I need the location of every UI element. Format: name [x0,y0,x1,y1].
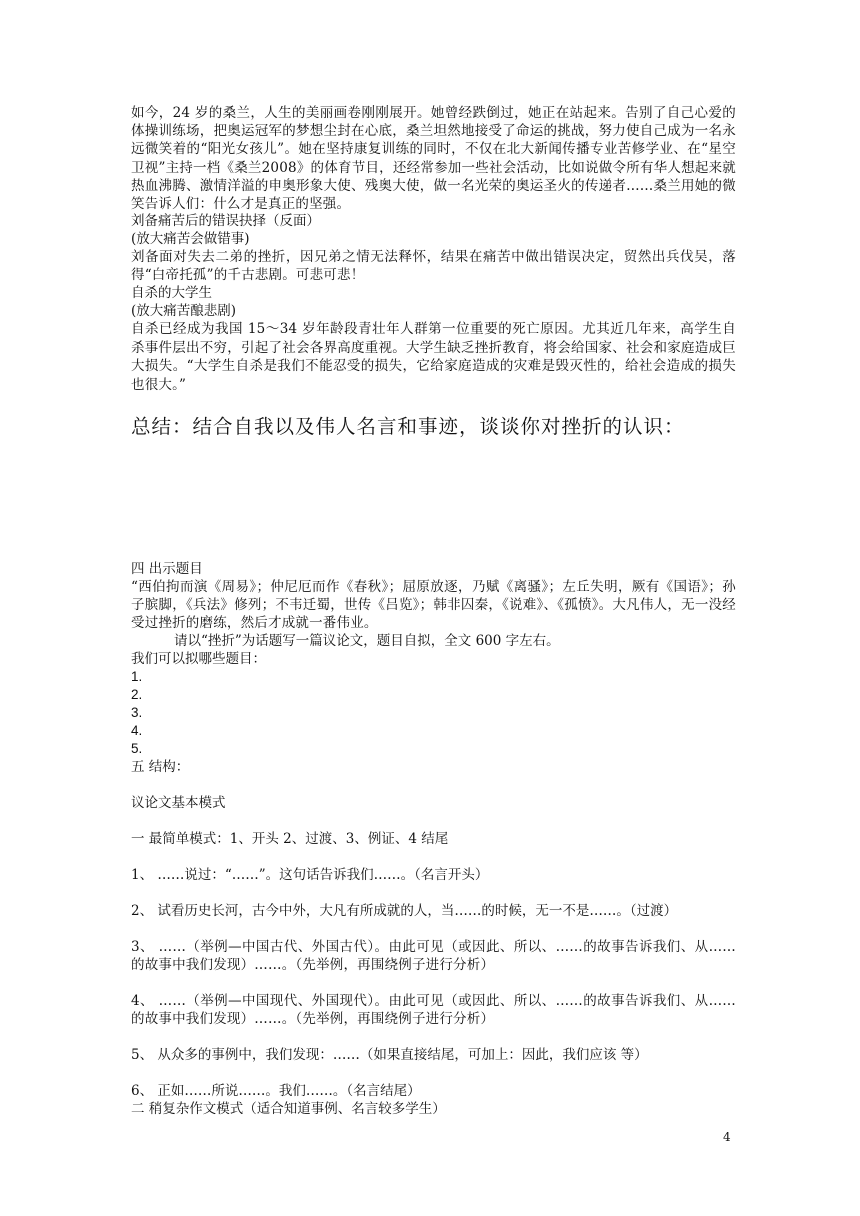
step-one: 1、 ……说过：“……”。这句话告诉我们……。（名言开头） [131,867,489,883]
step-five: 5、 从众多的事例中，我们发现：……（如果直接结尾，可加上：因此，我们应该 等） [131,1047,648,1063]
topic-number-5: 5. [131,741,143,756]
simple-model-line: 一 最简单模式：1、开头 2、过渡、3、例证、4 结尾 [131,831,449,847]
topic-number-2: 2. [131,687,143,702]
section-four-title: 四 出示题目 [131,561,203,577]
liubei-subheading: (放大痛苦会做错事) [131,231,250,247]
step-four: 4、 ……（举例—中国现代、外国现代）。由此可见（或因此、所以、……的故事告诉我们、从……的故事中我们发现）……。（先举例，再围绕例子进行分析） [131,993,736,1028]
student-subheading: (放大痛苦酿悲剧) [131,303,237,319]
step-two: 2、 试看历史长河，古今中外，大凡有所成就的人，当……的时候，无一不是……。（过渡） [131,903,678,919]
question-line: 我们可以拟哪些题目： [131,651,266,667]
liubei-heading: 刘备痛苦后的错误抉择（反面） [131,213,320,229]
liubei-paragraph: 刘备面对失去二弟的挫折，因兄弟之情无法释怀，结果在痛苦中做出错误决定，贸然出兵伐吴，落得“白帝托孤”的千古悲剧。可悲可悲！ [131,249,736,284]
model-title: 议论文基本模式 [131,795,226,811]
topic-number-4: 4. [131,723,143,738]
complex-model-line: 二 稍复杂作文模式（适合知道事例、名言较多学生） [131,1101,446,1117]
quote-paragraph: “西伯拘而演《周易》；仲尼厄而作《春秋》；屈原放逐，乃赋《离骚》；左丘失明，厥有《国语》；孙子膑脚，《兵法》修列；不韦迁蜀，世传《吕览》；韩非囚秦，《说难》、《孤愤》。大凡伟人，无一没经受过挫折的磨练，然后才成就一番伟业。 [131,579,736,632]
student-heading: 自杀的大学生 [131,285,212,301]
topic-number-1: 1. [131,669,143,684]
topic-number-3: 3. [131,705,143,720]
step-six: 6、 正如……所说……。我们……。（名言结尾） [131,1083,421,1099]
page-number: 4 [723,1130,731,1144]
sanglan-paragraph: 如今，24 岁的桑兰，人生的美丽画卷刚刚展开。她曾经跌倒过，她正在站起来。告别了自己心爱的体操训练场，把奥运冠军的梦想尘封在心底，桑兰坦然地接受了命运的挑战，努力使自己成为一名永远微笑着的“阳光女孩儿”。她在坚持康复训练的同时，不仅在北大新闻传播专业苦修学业、在“星空卫视”主持一档《桑兰2008》的体育节目，还经常参加一些社会活动，比如说做令所有华人想起来就热血沸腾、激情洋溢的申奥形象大使、残奥大使，做一名光荣的奥运圣火的传递者……桑兰用她的微笑告诉人们：什么才是真正的坚强。 [131,105,736,213]
step-three: 3、 ……（举例—中国古代、外国古代）。由此可见（或因此、所以、……的故事告诉我们、从……的故事中我们发现）……。（先举例，再围绕例子进行分析） [131,939,736,974]
section-five-title: 五 结构： [131,759,190,775]
writing-instruction: 请以“挫折”为话题写一篇议论文，题目自拟，全文 600 字左右。 [174,633,560,649]
summary-heading: 总结：结合自我以及伟人名言和事迹，谈谈你对挫折的认识： [131,415,685,438]
student-paragraph: 自杀已经成为我国 15～34 岁年龄段青壮年人群第一位重要的死亡原因。尤其近几年来，高学生自杀事件层出不穷，引起了社会各界高度重视。大学生缺乏挫折教育，将会给国家、社会和家庭造成巨大损失。“大学生自杀是我们不能忍受的损失，它给家庭造成的灾难是毁灭性的，给社会造成的损失也很大。” [131,321,736,393]
